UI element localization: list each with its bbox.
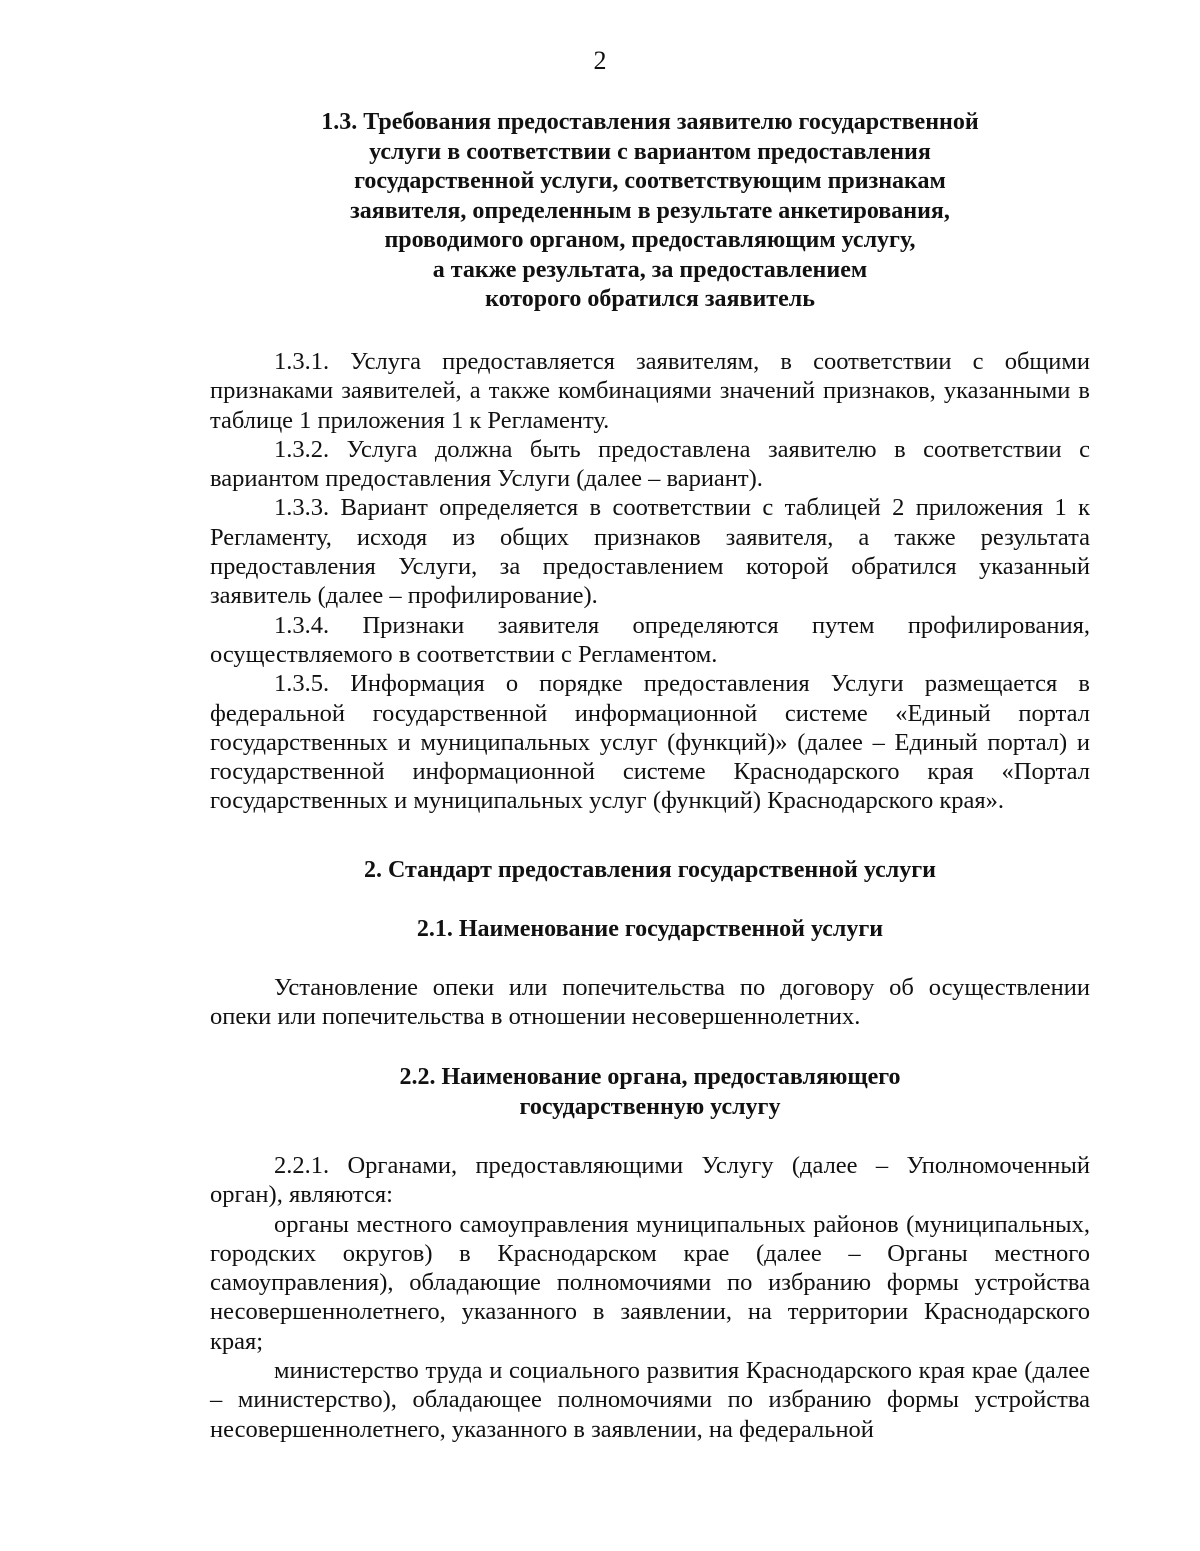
paragraph-1-3-3: 1.3.3. Вариант определяется в соответствии с таблицей 2 приложения 1 к Регламенту, исходя из общих признаков заявителя, а также результата предоставления Услуги, за предоставлением которой обратился указанный заявитель (далее – профилирование). — [210, 494, 1090, 610]
paragraph-1-3-2: 1.3.2. Услуга должна быть предоставлена заявителю в соответствии с вариантом предоставления Услуги (далее – вариант). — [210, 435, 1090, 493]
section-2-2-body — [210, 1151, 1090, 1444]
section-2-1-heading — [200, 915, 1100, 945]
heading-line: государственную услугу — [519, 1093, 781, 1120]
heading-line: а также результата, за предоставлением — [432, 256, 868, 283]
heading-line: государственной услуги, соответствующим признакам — [354, 168, 946, 194]
paragraph-1-3-1: 1.3.1. Услуга предоставляется заявителям, в соответствии с общими признаками заявителей, а также комбинациями значений признаков, указанными в таблице 1 приложения 1 к Регламенту. — [210, 348, 1090, 434]
paragraph-ministry: министерство труда и социального развития Краснодарского края крае (далее – министерство), обладающее полномочиями по избранию формы устройства несовершеннолетнего, указанного в заявлении, на федеральной — [210, 1357, 1090, 1443]
heading-line: 2.1. Наименование государственной услуги — [416, 916, 884, 942]
heading-line: 1.3. Требования предоставления заявителю государственной — [321, 109, 979, 135]
paragraph-1-3-4: 1.3.4. Признаки заявителя определяются путем профилирования, осуществляемого в соответствии с Регламентом. — [210, 611, 1090, 668]
section-1-3-body — [210, 347, 1090, 816]
section-1-3-heading — [200, 108, 1100, 315]
heading-line: которого обратился заявитель — [485, 286, 815, 312]
paragraph-1-3-5: 1.3.5. Информация о порядке предоставления Услуги размещается в федеральной государственной информационной системе «Единый портал государственных и муниципальных услуг (функций)» (далее – Единый портал) и государственной информационной системе Краснодарского края «Портал государственных и муниципальных услуг (функций) Краснодарского края». — [210, 670, 1090, 815]
heading-line: 2. Стандарт предоставления государственной услуги — [364, 857, 936, 883]
heading-line: проводимого органом, предоставляющим услугу, — [384, 227, 916, 253]
paragraph-2-1: Установление опеки или попечительства по договору об осуществлении опеки или попечительства в отношении несовершеннолетних. — [210, 974, 1090, 1031]
section-2-heading — [200, 856, 1100, 886]
section-2-1-body — [210, 973, 1090, 1032]
paragraph-2-2-1: 2.2.1. Органами, предоставляющими Услугу (далее – Уполномоченный орган), являются: — [210, 1152, 1090, 1209]
heading-line: заявителя, определенным в результате анкетирования, — [350, 197, 950, 224]
heading-line: 2.2. Наименование органа, предоставляющего — [399, 1064, 901, 1090]
section-2-2-heading — [200, 1063, 1100, 1122]
heading-line: услуги в соответствии с вариантом предоставления — [369, 138, 931, 165]
page-number: 2 — [593, 46, 607, 75]
paragraph-local-authorities: органы местного самоуправления муниципальных районов (муниципальных, городских округов) в Краснодарском крае (далее – Органы местного самоуправления), обладающие полномочиями по избранию формы устройства несовершеннолетнего, указанного в заявлении, на территории Краснодарского края; — [210, 1210, 1090, 1355]
